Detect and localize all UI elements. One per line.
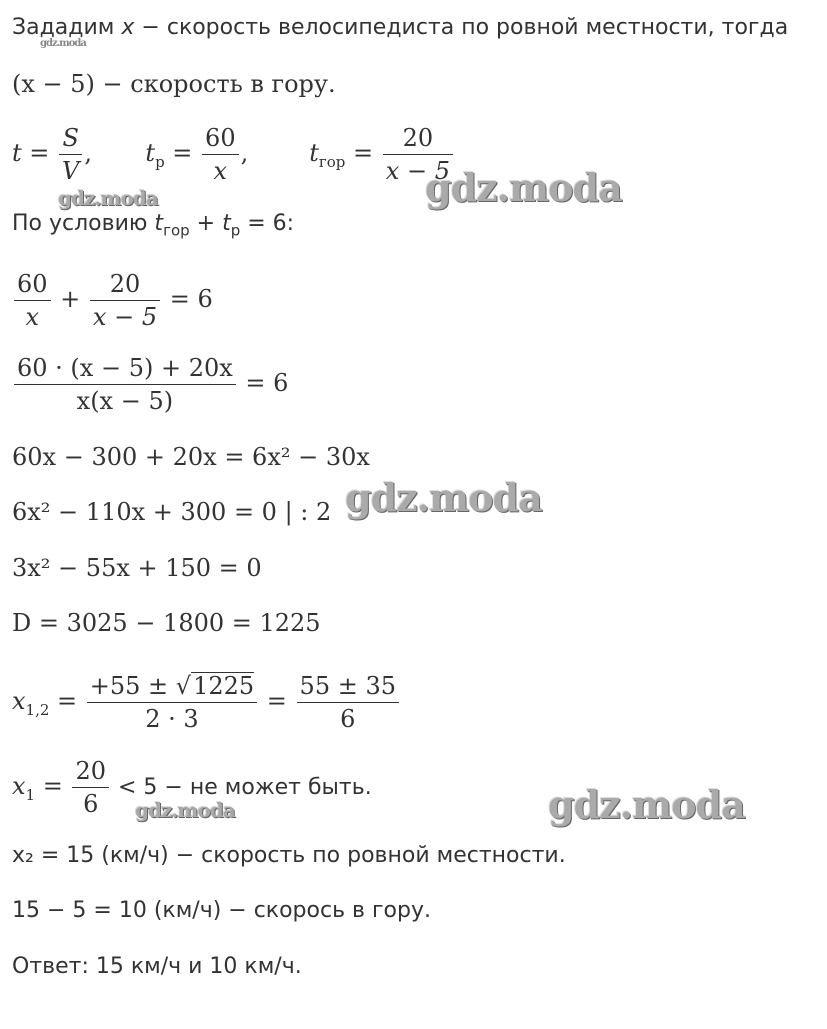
text-l4c: = 6: xyxy=(240,211,295,236)
fraction-60-x xyxy=(202,122,239,187)
var-v: V xyxy=(62,157,80,185)
watermark-1: gdz.moda xyxy=(425,165,622,210)
den-2x3: 2 · 3 xyxy=(145,705,199,733)
text-l14: 15 − 5 = 10 (км/ч) − скорось в гору. xyxy=(12,898,431,923)
num-20-2: 20 xyxy=(90,268,160,301)
den-x: x xyxy=(213,157,228,185)
var-t-gor-2: t xyxy=(154,211,164,236)
var-t: t xyxy=(12,139,22,167)
formula-line-6 xyxy=(12,352,288,417)
var-x: x xyxy=(121,15,135,40)
sub-r: р xyxy=(155,152,165,171)
text-line-14 xyxy=(12,897,431,925)
den-6-2: 6 xyxy=(83,790,99,818)
num-55-35: 55 ± 35 xyxy=(297,670,399,703)
watermark-2: gdz.moda xyxy=(345,475,542,520)
text-l2: (x − 5) − скорость в гору. xyxy=(12,70,336,98)
fraction-roots xyxy=(87,670,257,735)
den-x5-2: x − 5 xyxy=(92,303,158,331)
fraction-60-x-2 xyxy=(14,268,51,333)
equation-line-8 xyxy=(12,498,331,526)
text-l8: 6x² − 110x + 300 = 0 | : 2 xyxy=(12,498,332,526)
watermark-3: gdz.moda xyxy=(548,782,745,827)
sub-12: 1,2 xyxy=(25,700,50,719)
text-line-13 xyxy=(12,842,566,870)
fraction-s-v xyxy=(59,122,82,187)
text-l10: D = 3025 − 1800 = 1225 xyxy=(12,609,321,637)
var-x-12: x xyxy=(12,687,26,715)
formula-line-12: $x_1$ = $\frac{20}{6}$ < 5 − не может быть. xyxy=(12,757,372,818)
sub-gor: гор xyxy=(318,152,346,171)
equation-line-9 xyxy=(12,554,262,582)
num-60: 60 xyxy=(202,122,239,155)
var-t-r: t xyxy=(145,139,156,167)
rhs-6-2: = 6 xyxy=(237,369,289,397)
text-line-1 xyxy=(12,14,788,42)
watermark-tiny: gdz.moda xyxy=(40,38,86,49)
text-l1b: − скорость велосипедиста по ровной местности, тогда xyxy=(134,15,789,40)
den-6: 6 xyxy=(340,705,356,733)
fraction-combined xyxy=(14,352,236,417)
var-t-gor: t xyxy=(309,139,319,167)
den-x5: x − 5 xyxy=(385,157,450,185)
den-combined: x(x − 5) xyxy=(76,387,174,415)
num-a: +55 ± xyxy=(89,672,176,700)
num-combined: 60 · (x − 5) + 20x xyxy=(14,352,236,385)
rhs-6: = 6 xyxy=(162,285,213,313)
formula-line-3: t = $\frac{S}{V}$ , $t_р$ = $\frac{60}{x}$ , $t_{гор}$ = $\frac{20}{x - 5}$ xyxy=(12,122,455,187)
text-line-15 xyxy=(12,953,302,981)
num-20: 20 xyxy=(383,122,453,155)
fraction-20-6 xyxy=(72,755,109,820)
sqrt-content: 1225 xyxy=(193,672,255,700)
var-s: S xyxy=(62,124,79,152)
fraction-20-x5-2 xyxy=(90,268,160,333)
var-t-r-2: t xyxy=(222,211,231,236)
plus-sign: + xyxy=(189,211,223,236)
sub-1: 1 xyxy=(25,785,36,804)
watermark-small-1: gdz.moda xyxy=(58,186,158,210)
watermark-small-2: gdz.moda xyxy=(135,798,235,822)
text-l4a: По условию xyxy=(12,211,155,236)
eq-sign: = xyxy=(21,139,58,167)
sub-r-2: р xyxy=(230,221,241,240)
text-l7: 60x − 300 + 20x = 6x² − 30x xyxy=(12,443,370,471)
text-l13: x₂ = 15 (км/ч) − скорость по ровной местности. xyxy=(12,843,566,868)
text-l15: Ответ: 15 км/ч и 10 км/ч. xyxy=(12,954,302,979)
num-20-3: 20 xyxy=(72,755,109,788)
den-x-2: x xyxy=(25,303,40,331)
equation-line-7 xyxy=(12,443,370,471)
sqrt-icon: √ xyxy=(175,672,192,700)
num-60-2: 60 xyxy=(14,268,51,301)
equation-line-10 xyxy=(12,609,321,637)
text-l9: 3x² − 55x + 150 = 0 xyxy=(12,554,262,582)
var-x1: x xyxy=(12,772,26,800)
sub-gor-2: гор xyxy=(163,221,190,240)
text-l1a: Зададим xyxy=(12,15,122,40)
formula-line-11: $x_{1,2}$ = $\frac{+55 \pm √1225}{2 \cdot 3}$ = $\frac{55 \pm 35}{6}$ xyxy=(12,670,401,735)
text-line-4 xyxy=(12,210,294,244)
text-line-2 xyxy=(12,70,336,98)
formula-line-5: $\frac{60}{x}$ + $\frac{20}{x - 5}$ = 6 xyxy=(12,268,213,333)
text-l12-rest: < 5 − не может быть. xyxy=(111,775,372,800)
fraction-roots-2 xyxy=(297,670,399,735)
